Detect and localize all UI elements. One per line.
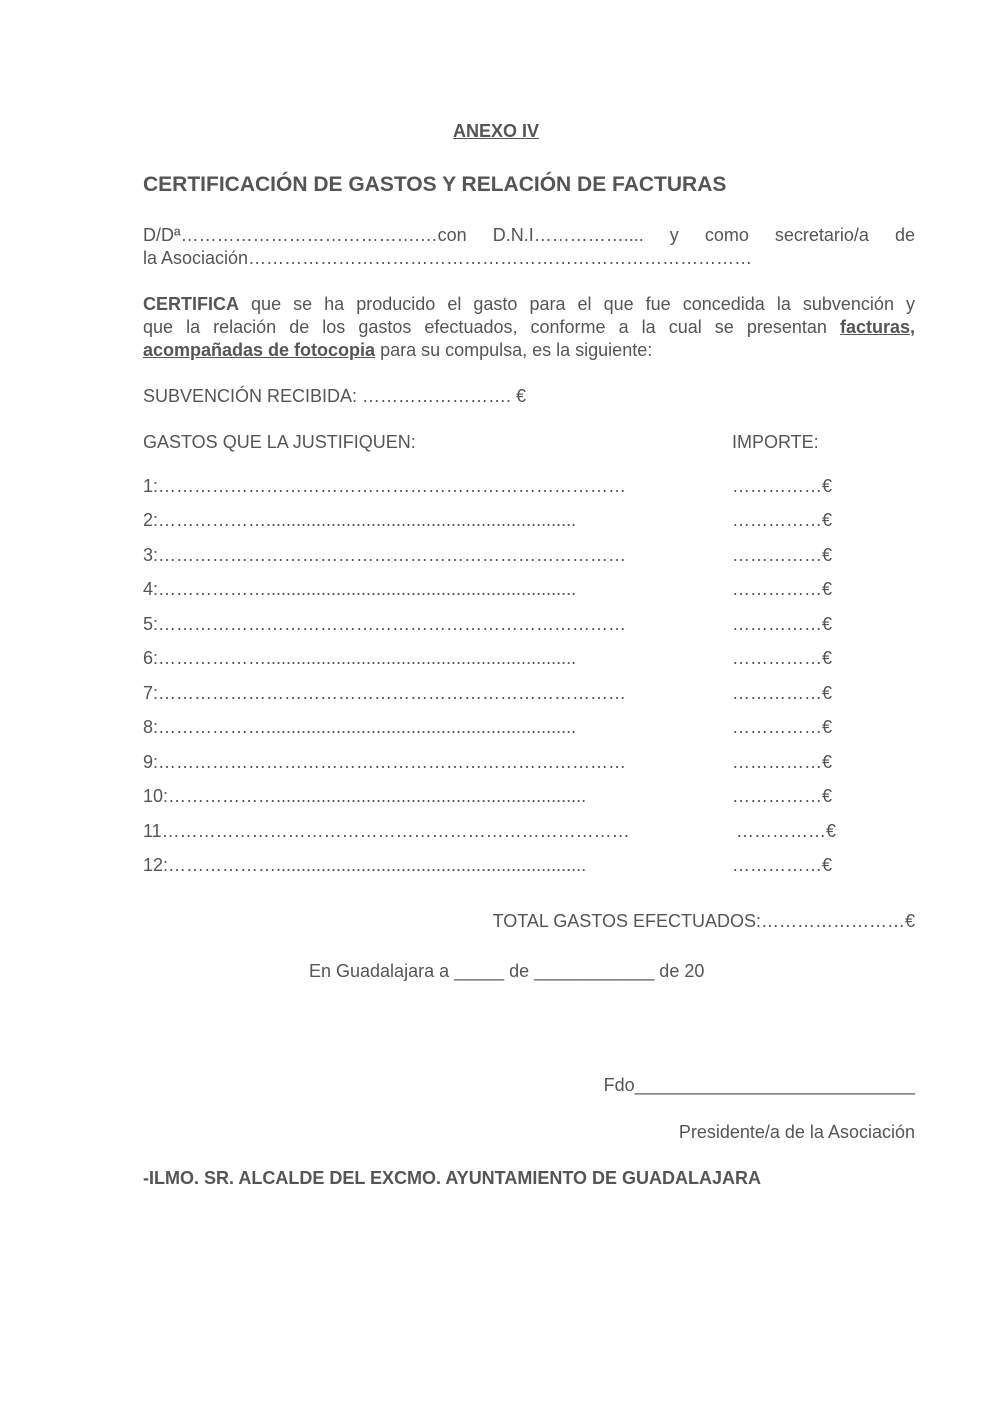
certifica-bold-word: CERTIFICA (143, 294, 239, 314)
annex-title: ANEXO IV (452, 121, 540, 141)
expense-row-amount: ……………€ (732, 545, 833, 565)
expense-row-amount: ……………€ (732, 855, 833, 875)
expense-row-amount: ……………€ (732, 717, 833, 737)
expense-row-label: 7:…………………………………………………………………… (143, 683, 627, 703)
expense-row-amount: ……………€ (732, 786, 833, 806)
identification-line-1: D/Dª………………………………….…con D.N.I…………….... y como secretario/a de (143, 225, 915, 245)
expense-row-amount: ……………€ (732, 752, 833, 772)
expense-row-amount: ……………€ (732, 648, 833, 668)
certifica-line-1-text: que se ha producido el gasto para el que fue concedida la subvención y (239, 294, 915, 314)
subsidy-received-line: SUBVENCIÓN RECIBIDA: ……………………. € (143, 386, 527, 406)
expense-row-label: 9:…………………………………………………………………… (143, 752, 627, 772)
certifica-line-2 (143, 316, 915, 339)
expense-row-label: 2:……………….............................................................. (143, 510, 577, 530)
expense-row-amount: ……………€ (732, 476, 833, 496)
addressee: -ILMO. SR. ALCALDE DEL EXCMO. AYUNTAMIENTO DE GUADALAJARA (143, 1168, 762, 1188)
certifica-line-3 (143, 339, 915, 362)
expense-row-label: 11…………………………………………………………………… (143, 821, 630, 841)
expense-row-label: 10:……………….............................................................. (143, 786, 587, 806)
expense-row-amount: ……………€ (732, 579, 833, 599)
expense-row-amount: ……………€ (732, 683, 833, 703)
expense-row-amount: ……………€ (736, 821, 837, 841)
expense-row-amount: ……………€ (732, 510, 833, 530)
expense-row-amount: ……………€ (732, 614, 833, 634)
expenses-header: GASTOS QUE LA JUSTIFIQUEN: (143, 432, 416, 452)
expense-row-label: 3:…………………………………………………………………… (143, 545, 627, 565)
fotocopia-emphasis: acompañadas de fotocopia (143, 340, 376, 360)
signer-role: Presidente/a de la Asociación (678, 1122, 915, 1142)
expense-row-label: 1:…………………………………………………………………… (143, 476, 627, 496)
certifica-line-2-text: que la relación de los gastos efectuados, conforme a la cual se presentan (143, 317, 840, 337)
total-expenses-line: TOTAL GASTOS EFECTUADOS:……………………€ (492, 911, 915, 931)
place-date-line: En Guadalajara a _____ de ____________ de 20 (309, 961, 705, 981)
certifica-paragraph (143, 293, 915, 362)
expense-row-label: 5:…………………………………………………………………… (143, 614, 627, 634)
identification-line-2: la Asociación………………………………………………………………………… (143, 248, 753, 268)
expense-row-label: 6:……………….............................................................. (143, 648, 577, 668)
expense-row-label: 4:……………….............................................................. (143, 579, 577, 599)
amount-header: IMPORTE: (732, 432, 819, 452)
certifica-line-1 (143, 293, 915, 316)
identification-paragraph (143, 224, 915, 270)
expense-row-label: 12:……………….............................................................. (143, 855, 587, 875)
signature-line: Fdo____________________________ (603, 1075, 915, 1095)
document-title: CERTIFICACIÓN DE GASTOS Y RELACIÓN DE FACTURAS (143, 173, 727, 196)
facturas-emphasis: facturas, (839, 317, 915, 337)
certifica-line-3-text: para su compulsa, es la siguiente: (375, 340, 653, 360)
expense-row-label: 8:……………….............................................................. (143, 717, 577, 737)
